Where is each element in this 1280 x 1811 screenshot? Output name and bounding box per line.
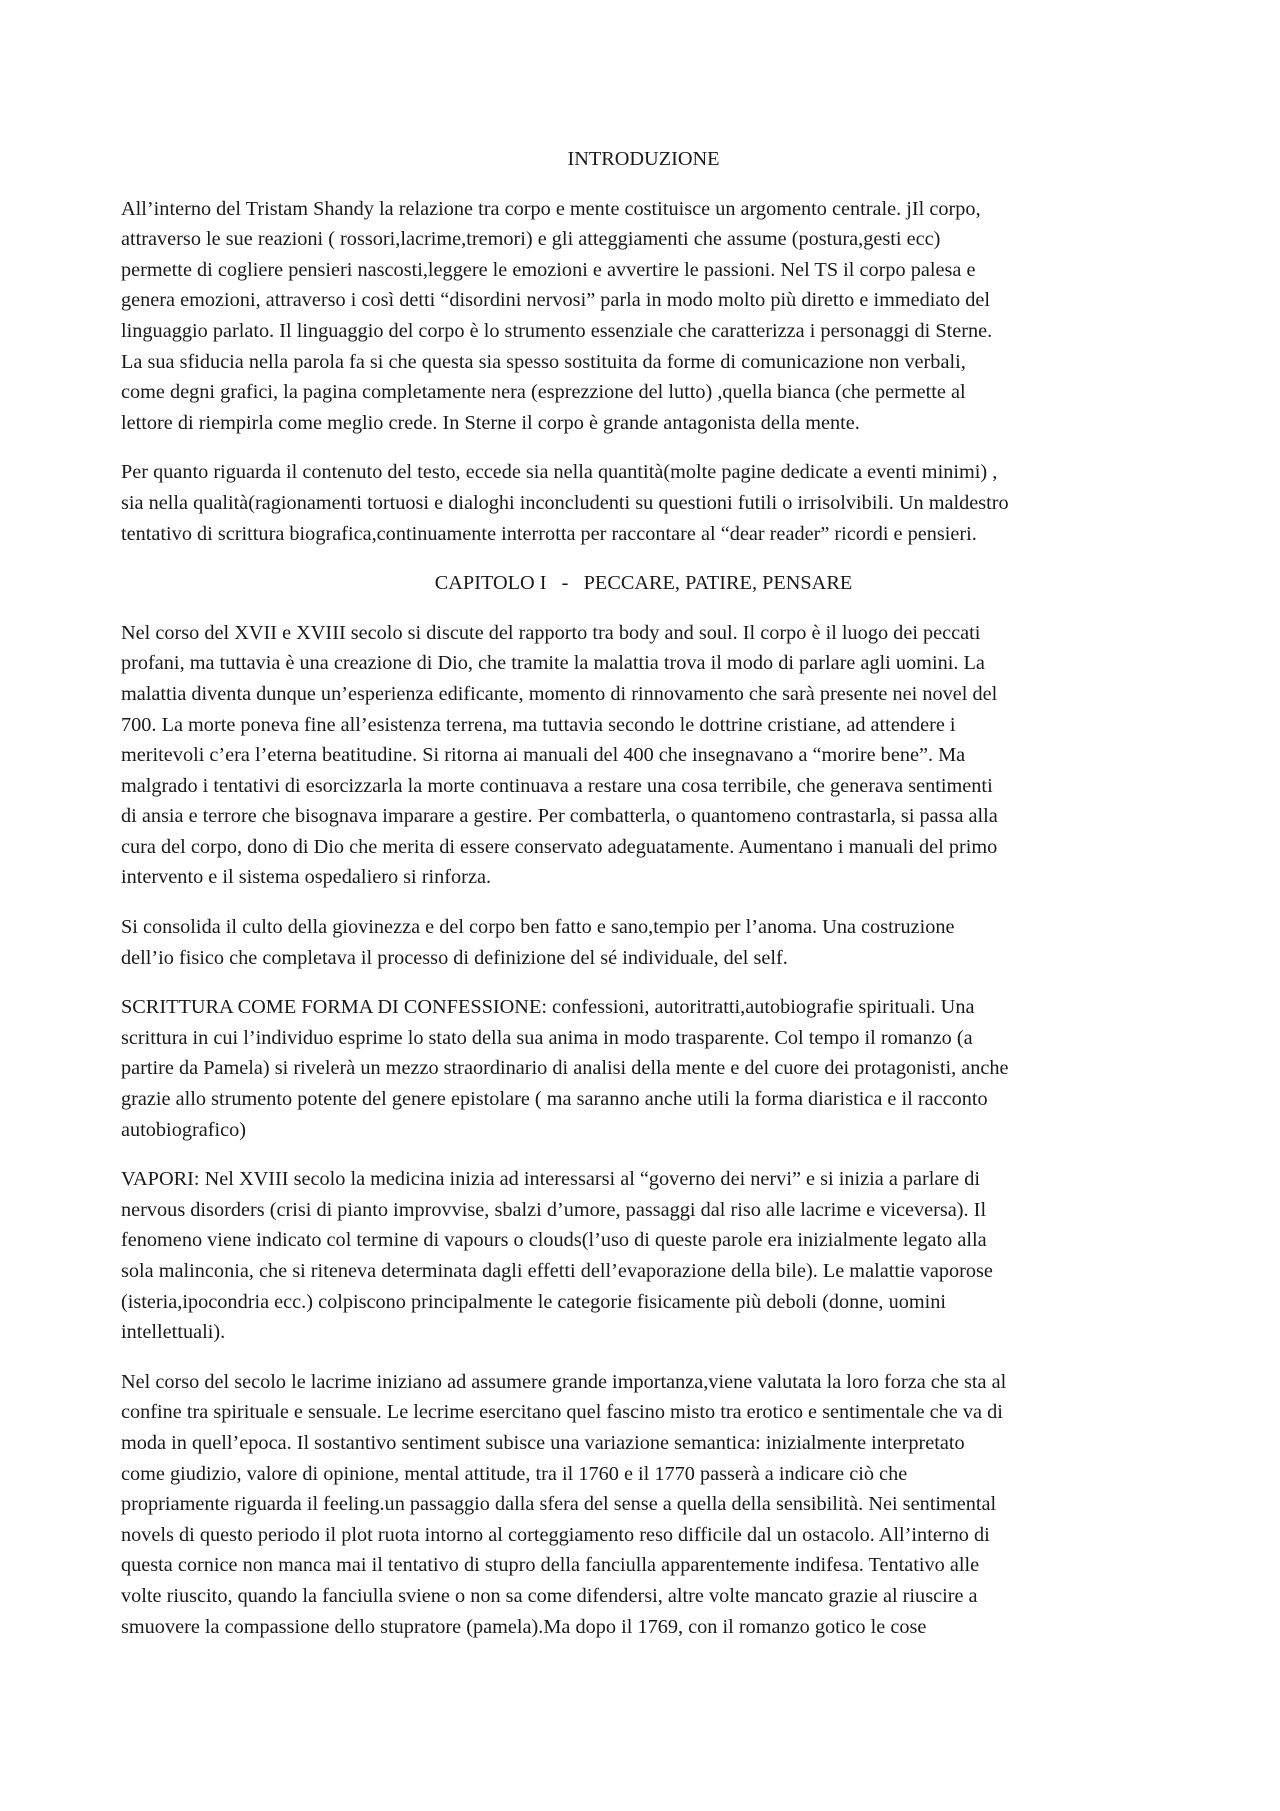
text-line: malattia diventa dunque un’esperienza edificante, momento di rinnovamento che sarà presente nei novel del <box>121 682 998 705</box>
text-line: Per quanto riguarda il contenuto del testo, eccede sia nella quantità(molte pagine dedicate a eventi minimi) , <box>121 461 998 484</box>
text-line: come degni grafici, la pagina completamente nera (esprezzione del lutto) ,quella bianca (che permette al <box>121 381 966 404</box>
document-page <box>121 144 1166 1661</box>
text-line: confine tra spirituale e sensuale. Le lecrime esercitano quel fascino misto tra erotico e sentimentale che va di <box>121 1401 1003 1424</box>
text-line: di ansia e terrore che bisognava imparare a gestire. Per combatterla, o quantomeno contrastarla, si passa alla <box>121 805 998 828</box>
text-line: moda in quell’epoca. Il sostantivo sentiment subisce una variazione semantica: inizialmente interpretato <box>121 1431 965 1454</box>
paragraph <box>121 992 1166 1145</box>
text-line: meritevoli c’era l’eterna beatitudine. Si ritorna ai manuali del 400 che insegnavano a “morire bene”. Ma <box>121 744 966 767</box>
text-line: attraverso le sue reazioni ( rossori,lacrime,tremori) e gli atteggiamenti che assume (postura,gesti ecc) <box>121 228 941 251</box>
text-line: autobiografico) <box>121 1118 247 1141</box>
text-line: VAPORI: Nel XVIII secolo la medicina inizia ad interessarsi al “governo dei nervi” e si inizia a parlare di <box>121 1168 981 1191</box>
text-line: come giudizio, valore di opinione, mental attitude, tra il 1760 e il 1770 passerà a indicare ciò che <box>121 1462 908 1485</box>
text-line: intervento e il sistema ospedaliero si rinforza. <box>121 866 492 889</box>
text-line: sia nella qualità(ragionamenti tortuosi e dialoghi inconcludenti su questioni futili o irrisolvibili. Un maldestro <box>121 491 1009 514</box>
text-line: questa cornice non manca mai il tentativo di stupro della fanciulla apparentemente indifesa. Tentativo alle <box>121 1554 980 1577</box>
text-line: cura del corpo, dono di Dio che merita di essere conservato adeguatamente. Aumentano i manuali del primo <box>121 835 998 858</box>
paragraph <box>121 1367 1166 1642</box>
paragraph <box>121 618 1166 893</box>
text-line: dell’io fisico che completava il processo di definizione del sé individuale, del self. <box>121 946 788 969</box>
intro-body <box>121 194 1166 550</box>
text-line: intellettuali). <box>121 1321 226 1344</box>
text-line: Si consolida il culto della giovinezza e del corpo ben fatto e sano,tempio per l’anoma. Una costruzione <box>121 916 955 939</box>
text-line: nervous disorders (crisi di pianto improvvise, sbalzi d’umore, passaggi dal riso alle lacrime e viceversa). Il <box>121 1198 987 1221</box>
intro-title: INTRODUZIONE <box>567 148 720 170</box>
chapter-title: CAPITOLO I - PECCARE, PATIRE, PENSARE <box>434 572 853 595</box>
text-line: volte riuscito, quando la fanciulla sviene o non sa come difendersi, altre volte mancato grazie al riuscire a <box>121 1584 978 1607</box>
text-line: profani, ma tuttavia è una creazione di Dio, che tramite la malattia trova il modo di parlare agli uomini. La <box>121 652 985 675</box>
text-line: linguaggio parlato. Il linguaggio del corpo è lo strumento essenziale che caratterizza i personaggi di Sterne. <box>121 319 993 342</box>
paragraph <box>121 457 1166 549</box>
text-line: grazie allo strumento potente del genere epistolare ( ma saranno anche utili la forma diaristica e il racconto <box>121 1088 988 1111</box>
text-line: All’interno del Tristam Shandy la relazione tra corpo e mente costituisce un argomento centrale. jIl corpo, <box>121 197 981 220</box>
text-line: Nel corso del XVII e XVIII secolo si discute del rapporto tra body and soul. Il corpo è il luogo dei peccati <box>121 621 981 644</box>
text-line: propriamente riguarda il feeling.un passaggio dalla sfera del sense a quella della sensibilità. Nei sentimental <box>121 1493 997 1516</box>
text-line: 700. La morte poneva fine all’esistenza terrena, ma tuttavia secondo le dottrine cristiane, ad attendere i <box>121 713 956 736</box>
text-line: fenomeno viene indicato col termine di vapours o clouds(l’uso di queste parole era inizialmente legato alla <box>121 1229 987 1252</box>
text-line: partire da Pamela) si rivelerà un mezzo straordinario di analisi della mente e del cuore dei protagonisti, anche <box>121 1057 1009 1080</box>
text-line: scrittura in cui l’individuo esprime lo stato della sua anima in modo trasparente. Col tempo il romanzo (a <box>121 1026 973 1049</box>
text-line: La sua sfiducia nella parola fa si che questa sia spesso sostituita da forme di comunicazione non verbali, <box>121 350 966 373</box>
text-line: malgrado i tentativi di esorcizzarla la morte continuava a restare una cosa terribile, che generava sentimenti <box>121 774 993 797</box>
text-line: sola malinconia, che si riteneva determinata dagli effetti dell’evaporazione della bile). Le malattie vaporose <box>121 1260 993 1282</box>
paragraph <box>121 1164 1166 1348</box>
text-line: tentativo di scrittura biografica,continuamente interrotta per raccontare al “dear reader” ricordi e pensieri. <box>121 522 977 545</box>
text-line: (isteria,ipocondria ecc.) colpiscono principalmente le categorie fisicamente più deboli (donne, uomini <box>121 1290 947 1313</box>
text-line: SCRITTURA COME FORMA DI CONFESSIONE: confessioni, autoritratti,autobiografie spirituali. Una <box>121 996 975 1019</box>
chapter-body <box>121 618 1166 1642</box>
paragraph <box>121 912 1166 973</box>
text-line: permette di cogliere pensieri nascosti,leggere le emozioni e avvertire le passioni. Nel TS il corpo palesa e <box>121 258 976 281</box>
text-line: novels di questo periodo il plot ruota intorno al corteggiamento reso difficile dal un ostacolo. All’interno di <box>121 1523 990 1546</box>
text-line: smuovere la compassione dello stupratore (pamela).Ma dopo il 1769, con il romanzo gotico le cose <box>121 1615 927 1638</box>
text-line: lettore di riempirla come meglio crede. In Sterne il corpo è grande antagonista della mente. <box>121 411 860 434</box>
text-line: Nel corso del secolo le lacrime iniziano ad assumere grande importanza,viene valutata la loro forza che sta al <box>121 1370 1007 1393</box>
text-line: genera emozioni, attraverso i così detti “disordini nervosi” parla in modo molto più diretto e immediato del <box>121 289 991 312</box>
paragraph <box>121 194 1166 439</box>
